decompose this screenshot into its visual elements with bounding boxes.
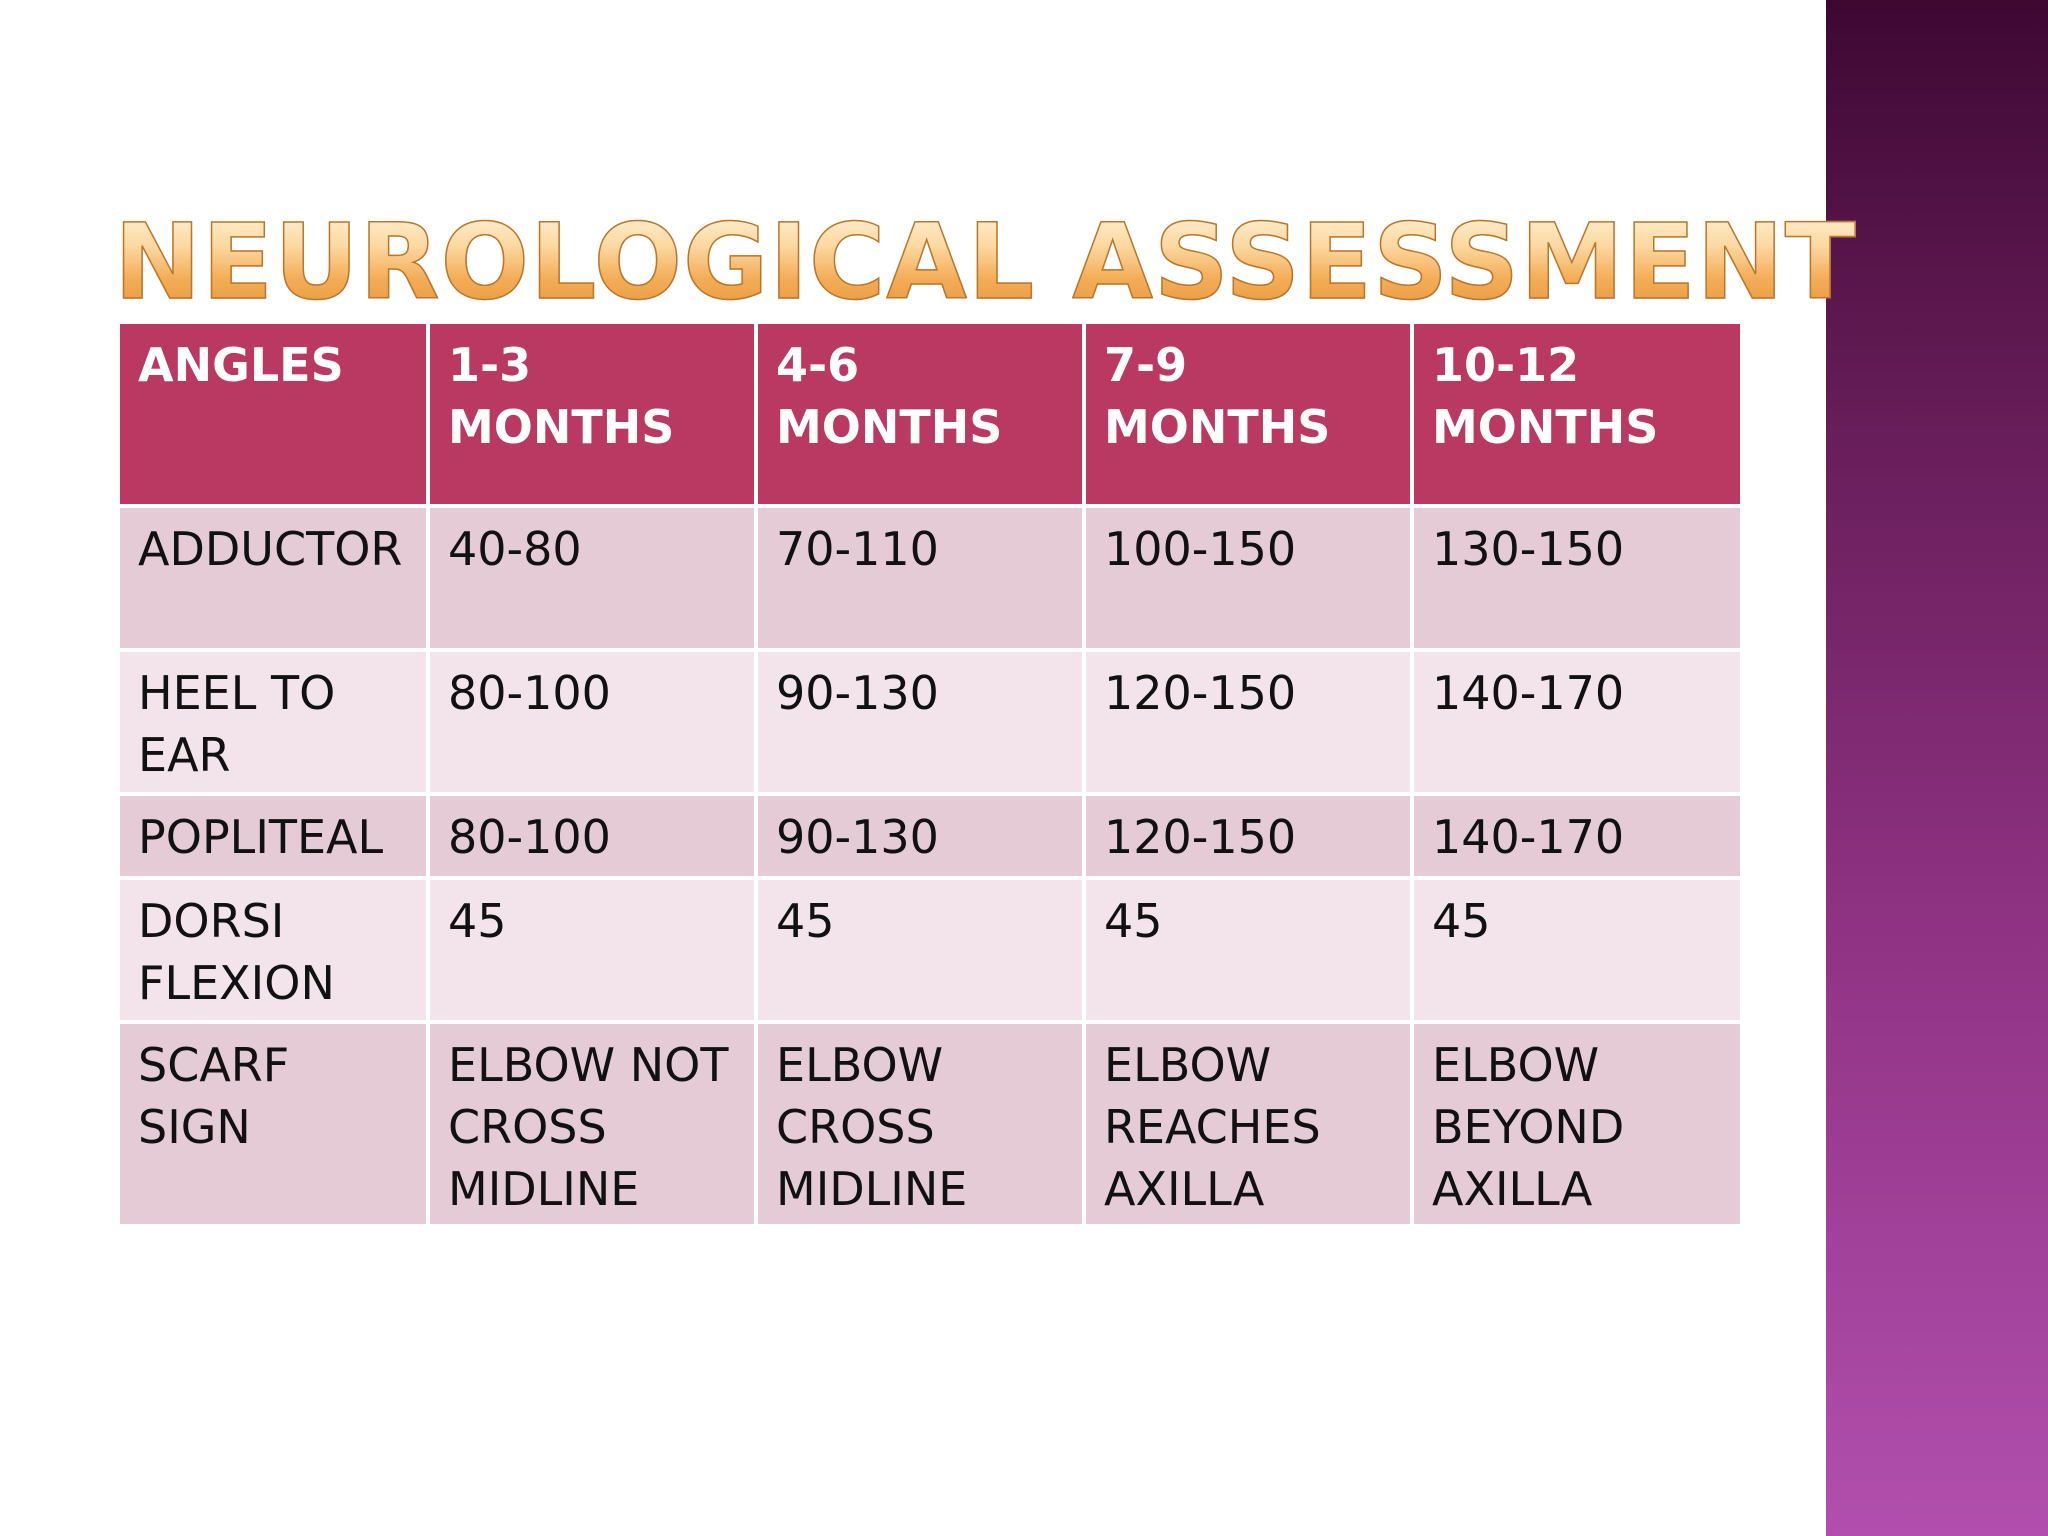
table-cell: 120-150 [1086, 796, 1410, 876]
table-cell: 45 [1414, 880, 1740, 1020]
table-row [120, 1024, 1740, 1224]
table-cell: 130-150 [1414, 508, 1740, 648]
row-label-cell: ADDUCTOR [120, 508, 426, 648]
table-row [120, 880, 1740, 1020]
table-cell: 100-150 [1086, 508, 1410, 648]
table-cell: 90-130 [758, 652, 1082, 792]
row-label-cell: POPLITEAL [120, 796, 426, 876]
table-row [120, 508, 1740, 648]
table-cell: 45 [430, 880, 754, 1020]
row-label-cell: HEEL TO EAR [120, 652, 426, 792]
table-row [120, 652, 1740, 792]
row-label-cell: SCARF SIGN [120, 1024, 426, 1224]
slide-title: NEUROLOGICAL ASSESSMENT [114, 201, 1857, 323]
table-cell: ELBOW BEYOND AXILLA [1414, 1024, 1740, 1224]
header-cell-7-9-months: 7-9 MONTHS [1086, 324, 1410, 504]
table-header-row [120, 324, 1740, 504]
table-cell: 120-150 [1086, 652, 1410, 792]
table-cell: 80-100 [430, 796, 754, 876]
header-cell-1-3-months: 1-3 MONTHS [430, 324, 754, 504]
table-cell: 40-80 [430, 508, 754, 648]
header-cell-angles: ANGLES [120, 324, 426, 504]
assessment-table [116, 320, 1744, 1228]
table-cell: ELBOW REACHES AXILLA [1086, 1024, 1410, 1224]
table-cell: 70-110 [758, 508, 1082, 648]
table-cell: ELBOW NOT CROSS MIDLINE [430, 1024, 754, 1224]
row-label-cell: DORSI FLEXION [120, 880, 426, 1020]
table-cell: 45 [758, 880, 1082, 1020]
table-cell: 45 [1086, 880, 1410, 1020]
table-cell: 90-130 [758, 796, 1082, 876]
header-cell-4-6-months: 4-6 MONTHS [758, 324, 1082, 504]
table-cell: 140-170 [1414, 652, 1740, 792]
table-cell: 140-170 [1414, 796, 1740, 876]
table-cell: 80-100 [430, 652, 754, 792]
header-cell-10-12-months: 10-12 MONTHS [1414, 324, 1740, 504]
table-cell: ELBOW CROSS MIDLINE [758, 1024, 1082, 1224]
table-row [120, 796, 1740, 876]
decorative-side-bar [1826, 0, 2048, 1536]
